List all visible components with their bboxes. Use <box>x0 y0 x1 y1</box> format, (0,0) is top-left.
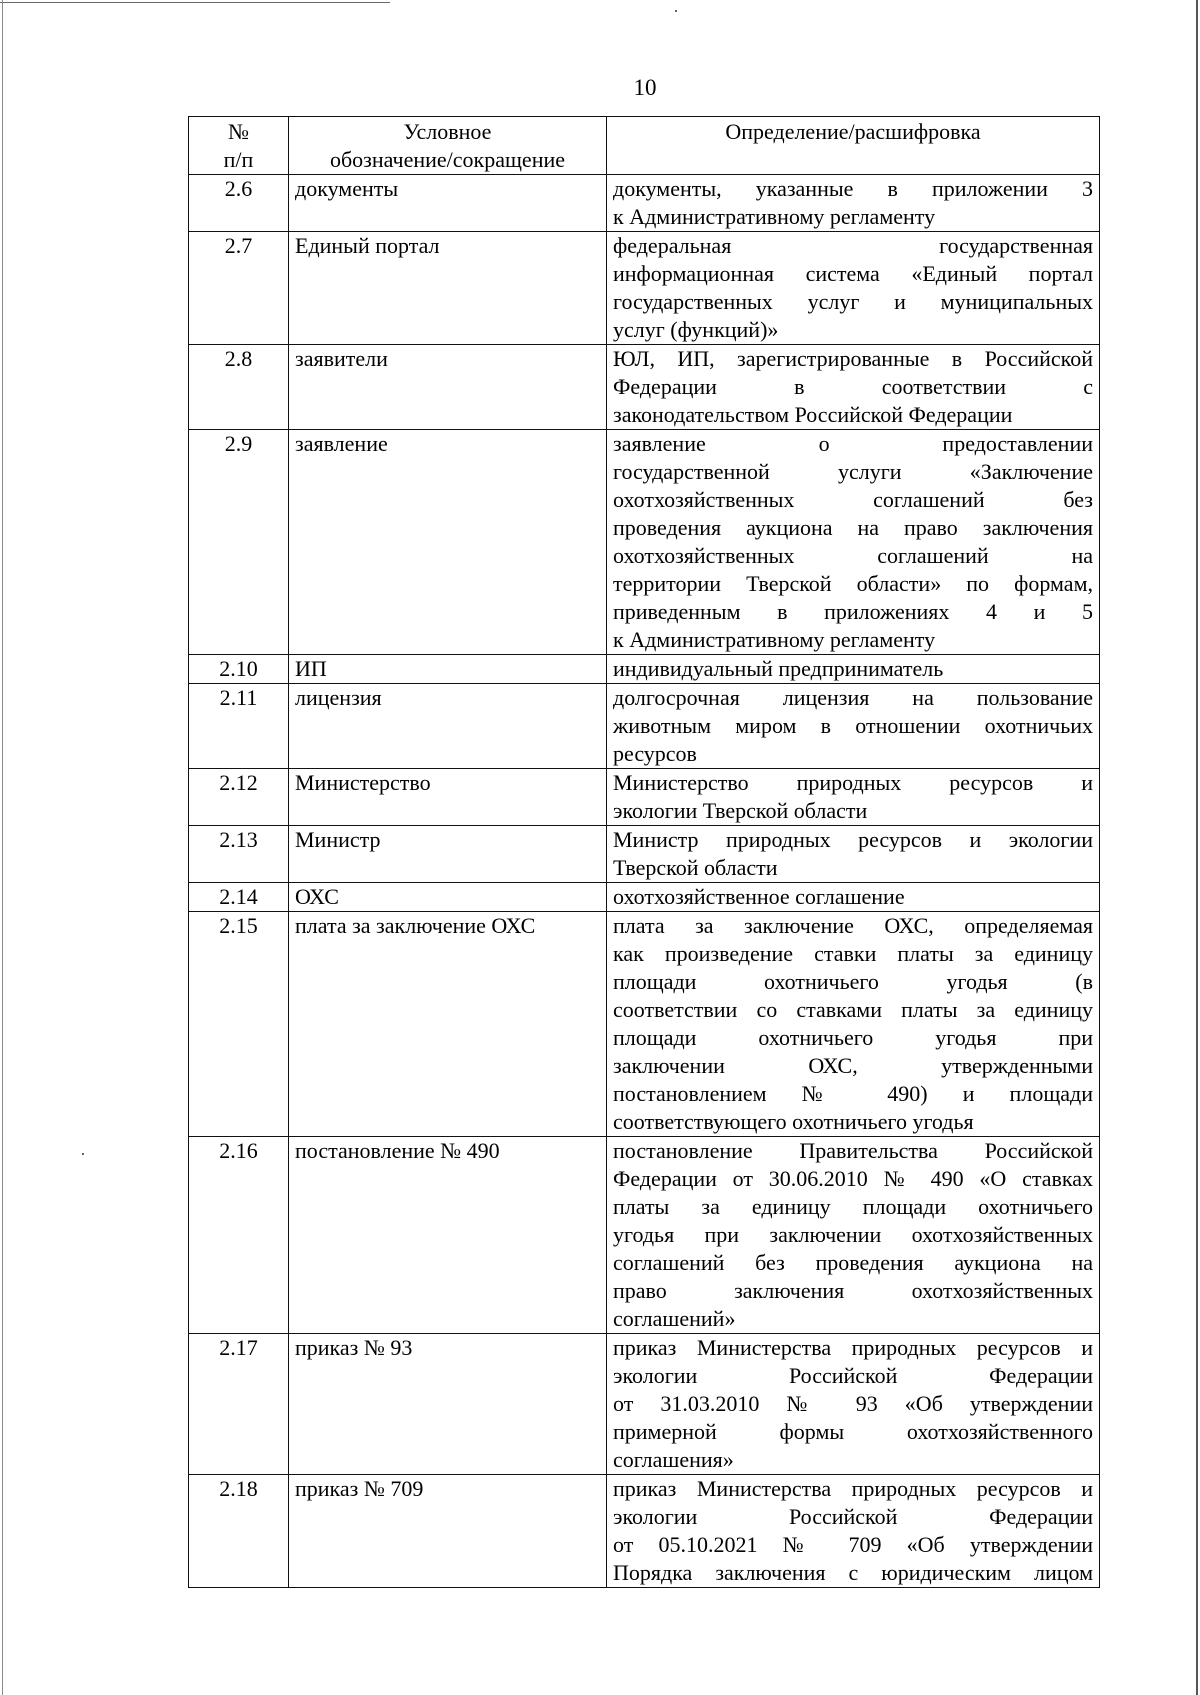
scan-speck <box>82 1153 84 1155</box>
row-abbreviation: постановление № 490 <box>289 1137 607 1334</box>
header-definition-line: Определение/расшифровка <box>725 119 981 144</box>
definition-line: постановлением № 490) и площади <box>613 1081 1093 1106</box>
row-number: 2.12 <box>189 769 289 826</box>
row-abbreviation: Единый портал <box>289 232 607 345</box>
definition-line: соглашений без проведения аукциона на <box>613 1250 1093 1275</box>
row-abbreviation: Министр <box>289 826 607 883</box>
row-number: 2.14 <box>189 883 289 912</box>
row-definition <box>607 430 1100 655</box>
definition-line: охотхозяйственное соглашение <box>613 884 905 909</box>
row-definition <box>607 769 1100 826</box>
definition-line: заявление о предоставлении <box>613 431 1093 456</box>
table-row <box>189 655 1100 684</box>
definition-line: проведения аукциона на право заключения <box>613 515 1093 540</box>
definition-line: законодательством Российской Федерации <box>613 402 1013 427</box>
definition-line: примерной формы охотхозяйственного <box>613 1419 1093 1444</box>
row-abbreviation: лицензия <box>289 684 607 769</box>
definition-line: заключении ОХС, утвержденными <box>613 1053 1093 1078</box>
definition-line: ЮЛ, ИП, зарегистрированные в Российской <box>613 346 1093 371</box>
row-definition <box>607 912 1100 1137</box>
definition-line: ресурсов <box>613 741 697 766</box>
row-abbreviation: заявление <box>289 430 607 655</box>
row-abbreviation: ИП <box>289 655 607 684</box>
definition-line: право заключения охотхозяйственных <box>613 1278 1093 1303</box>
table-row <box>189 684 1100 769</box>
definition-line: приказ Министерства природных ресурсов и <box>613 1335 1093 1360</box>
definition-line: площади охотничьего угодья при <box>613 1025 1093 1050</box>
row-abbreviation: приказ № 93 <box>289 1334 607 1475</box>
row-number: 2.15 <box>189 912 289 1137</box>
definition-line: экологии Российской Федерации <box>613 1504 1093 1529</box>
table-row <box>189 769 1100 826</box>
definition-line: Тверской области <box>613 855 778 880</box>
table-body <box>189 175 1100 1588</box>
table-row <box>189 826 1100 883</box>
row-abbreviation: документы <box>289 175 607 232</box>
header-number-line: п/п <box>223 147 254 172</box>
row-definition <box>607 232 1100 345</box>
definition-line: от 05.10.2021 № 709 «Об утверждении <box>613 1532 1093 1557</box>
row-definition <box>607 655 1100 684</box>
definition-line: приказ Министерства природных ресурсов и <box>613 1476 1093 1501</box>
page-number: 10 <box>633 75 657 100</box>
row-abbreviation: приказ № 709 <box>289 1475 607 1588</box>
definition-line: соглашения» <box>613 1447 734 1472</box>
table-row <box>189 1334 1100 1475</box>
row-definition <box>607 1334 1100 1475</box>
row-number: 2.17 <box>189 1334 289 1475</box>
row-number: 2.7 <box>189 232 289 345</box>
row-number: 2.8 <box>189 345 289 430</box>
row-number: 2.10 <box>189 655 289 684</box>
definition-line: площади охотничьего угодья (в <box>613 969 1093 994</box>
definitions-table <box>188 116 1100 1588</box>
table-row <box>189 1137 1100 1334</box>
row-number: 2.18 <box>189 1475 289 1588</box>
scan-speck <box>675 10 677 12</box>
definition-line: Порядка заключения с юридическим лицом <box>613 1560 1093 1585</box>
table-row <box>189 912 1100 1137</box>
scan-edge-top <box>0 2 390 3</box>
scan-edge-right <box>1196 0 1198 1695</box>
table-row <box>189 175 1100 232</box>
table-row <box>189 1475 1100 1588</box>
row-number: 2.13 <box>189 826 289 883</box>
definition-line: Министерство природных ресурсов и <box>613 770 1093 795</box>
definition-line: государственной услуги «Заключение <box>613 459 1093 484</box>
definition-line: долгосрочная лицензия на пользование <box>613 685 1093 710</box>
definition-line: животным миром в отношении охотничьих <box>613 713 1093 738</box>
row-definition <box>607 684 1100 769</box>
row-number: 2.11 <box>189 684 289 769</box>
header-number <box>189 117 289 175</box>
definition-line: документы, указанные в приложении 3 <box>613 176 1093 201</box>
definition-line: от 31.03.2010 № 93 «Об утверждении <box>613 1391 1093 1416</box>
definition-line: угодья при заключении охотхозяйственных <box>613 1222 1093 1247</box>
definition-line: постановление Правительства Российской <box>613 1138 1093 1163</box>
row-abbreviation: Министерство <box>289 769 607 826</box>
table-row <box>189 345 1100 430</box>
definition-line: экологии Тверской области <box>613 798 868 823</box>
row-definition <box>607 1475 1100 1588</box>
row-definition <box>607 175 1100 232</box>
row-definition <box>607 883 1100 912</box>
definition-line: как произведение ставки платы за единицу <box>613 941 1093 966</box>
table-row <box>189 430 1100 655</box>
header-abbreviation-line: обозначение/сокращение <box>329 147 566 172</box>
row-abbreviation: ОХС <box>289 883 607 912</box>
row-definition <box>607 345 1100 430</box>
definition-line: Федерации от 30.06.2010 № 490 «О ставках <box>613 1166 1093 1191</box>
definition-line: приведенным в приложениях 4 и 5 <box>613 599 1093 624</box>
definition-line: государственных услуг и муниципальных <box>613 289 1093 314</box>
row-abbreviation: заявители <box>289 345 607 430</box>
row-abbreviation: плата за заключение ОХС <box>289 912 607 1137</box>
definition-line: соответствующего охотничьего угодья <box>613 1109 974 1134</box>
definition-line: территории Тверской области» по формам, <box>613 571 1093 596</box>
row-definition <box>607 826 1100 883</box>
header-number-line: № <box>228 119 249 144</box>
header-abbreviation <box>289 117 607 175</box>
definition-line: охотхозяйственных соглашений без <box>613 487 1093 512</box>
definition-line: информационная система «Единый портал <box>613 261 1093 286</box>
header-definition <box>607 117 1100 175</box>
row-number: 2.16 <box>189 1137 289 1334</box>
definition-line: к Административному регламенту <box>613 204 936 229</box>
definition-line: индивидуальный предприниматель <box>613 656 944 681</box>
definition-line: Федерации в соответствии с <box>613 374 1093 399</box>
definition-line: Министр природных ресурсов и экологии <box>613 827 1093 852</box>
table-header-row <box>189 117 1100 175</box>
definition-line: услуг (функций)» <box>613 317 779 342</box>
definition-line: платы за единицу площади охотничьего <box>613 1194 1093 1219</box>
definition-line: соглашений» <box>613 1306 736 1331</box>
definition-line: к Административному регламенту <box>613 627 936 652</box>
row-number: 2.6 <box>189 175 289 232</box>
definition-line: экологии Российской Федерации <box>613 1363 1093 1388</box>
table-row <box>189 232 1100 345</box>
definition-line: охотхозяйственных соглашений на <box>613 543 1093 568</box>
row-definition <box>607 1137 1100 1334</box>
table-row <box>189 883 1100 912</box>
definition-line: соответствии со ставками платы за единицу <box>613 997 1093 1022</box>
scan-edge-left <box>2 0 3 1695</box>
row-number: 2.9 <box>189 430 289 655</box>
definition-line: федеральная государственная <box>613 233 1093 258</box>
header-abbreviation-line: Условное <box>403 119 492 144</box>
definition-line: плата за заключение ОХС, определяемая <box>613 913 1093 938</box>
